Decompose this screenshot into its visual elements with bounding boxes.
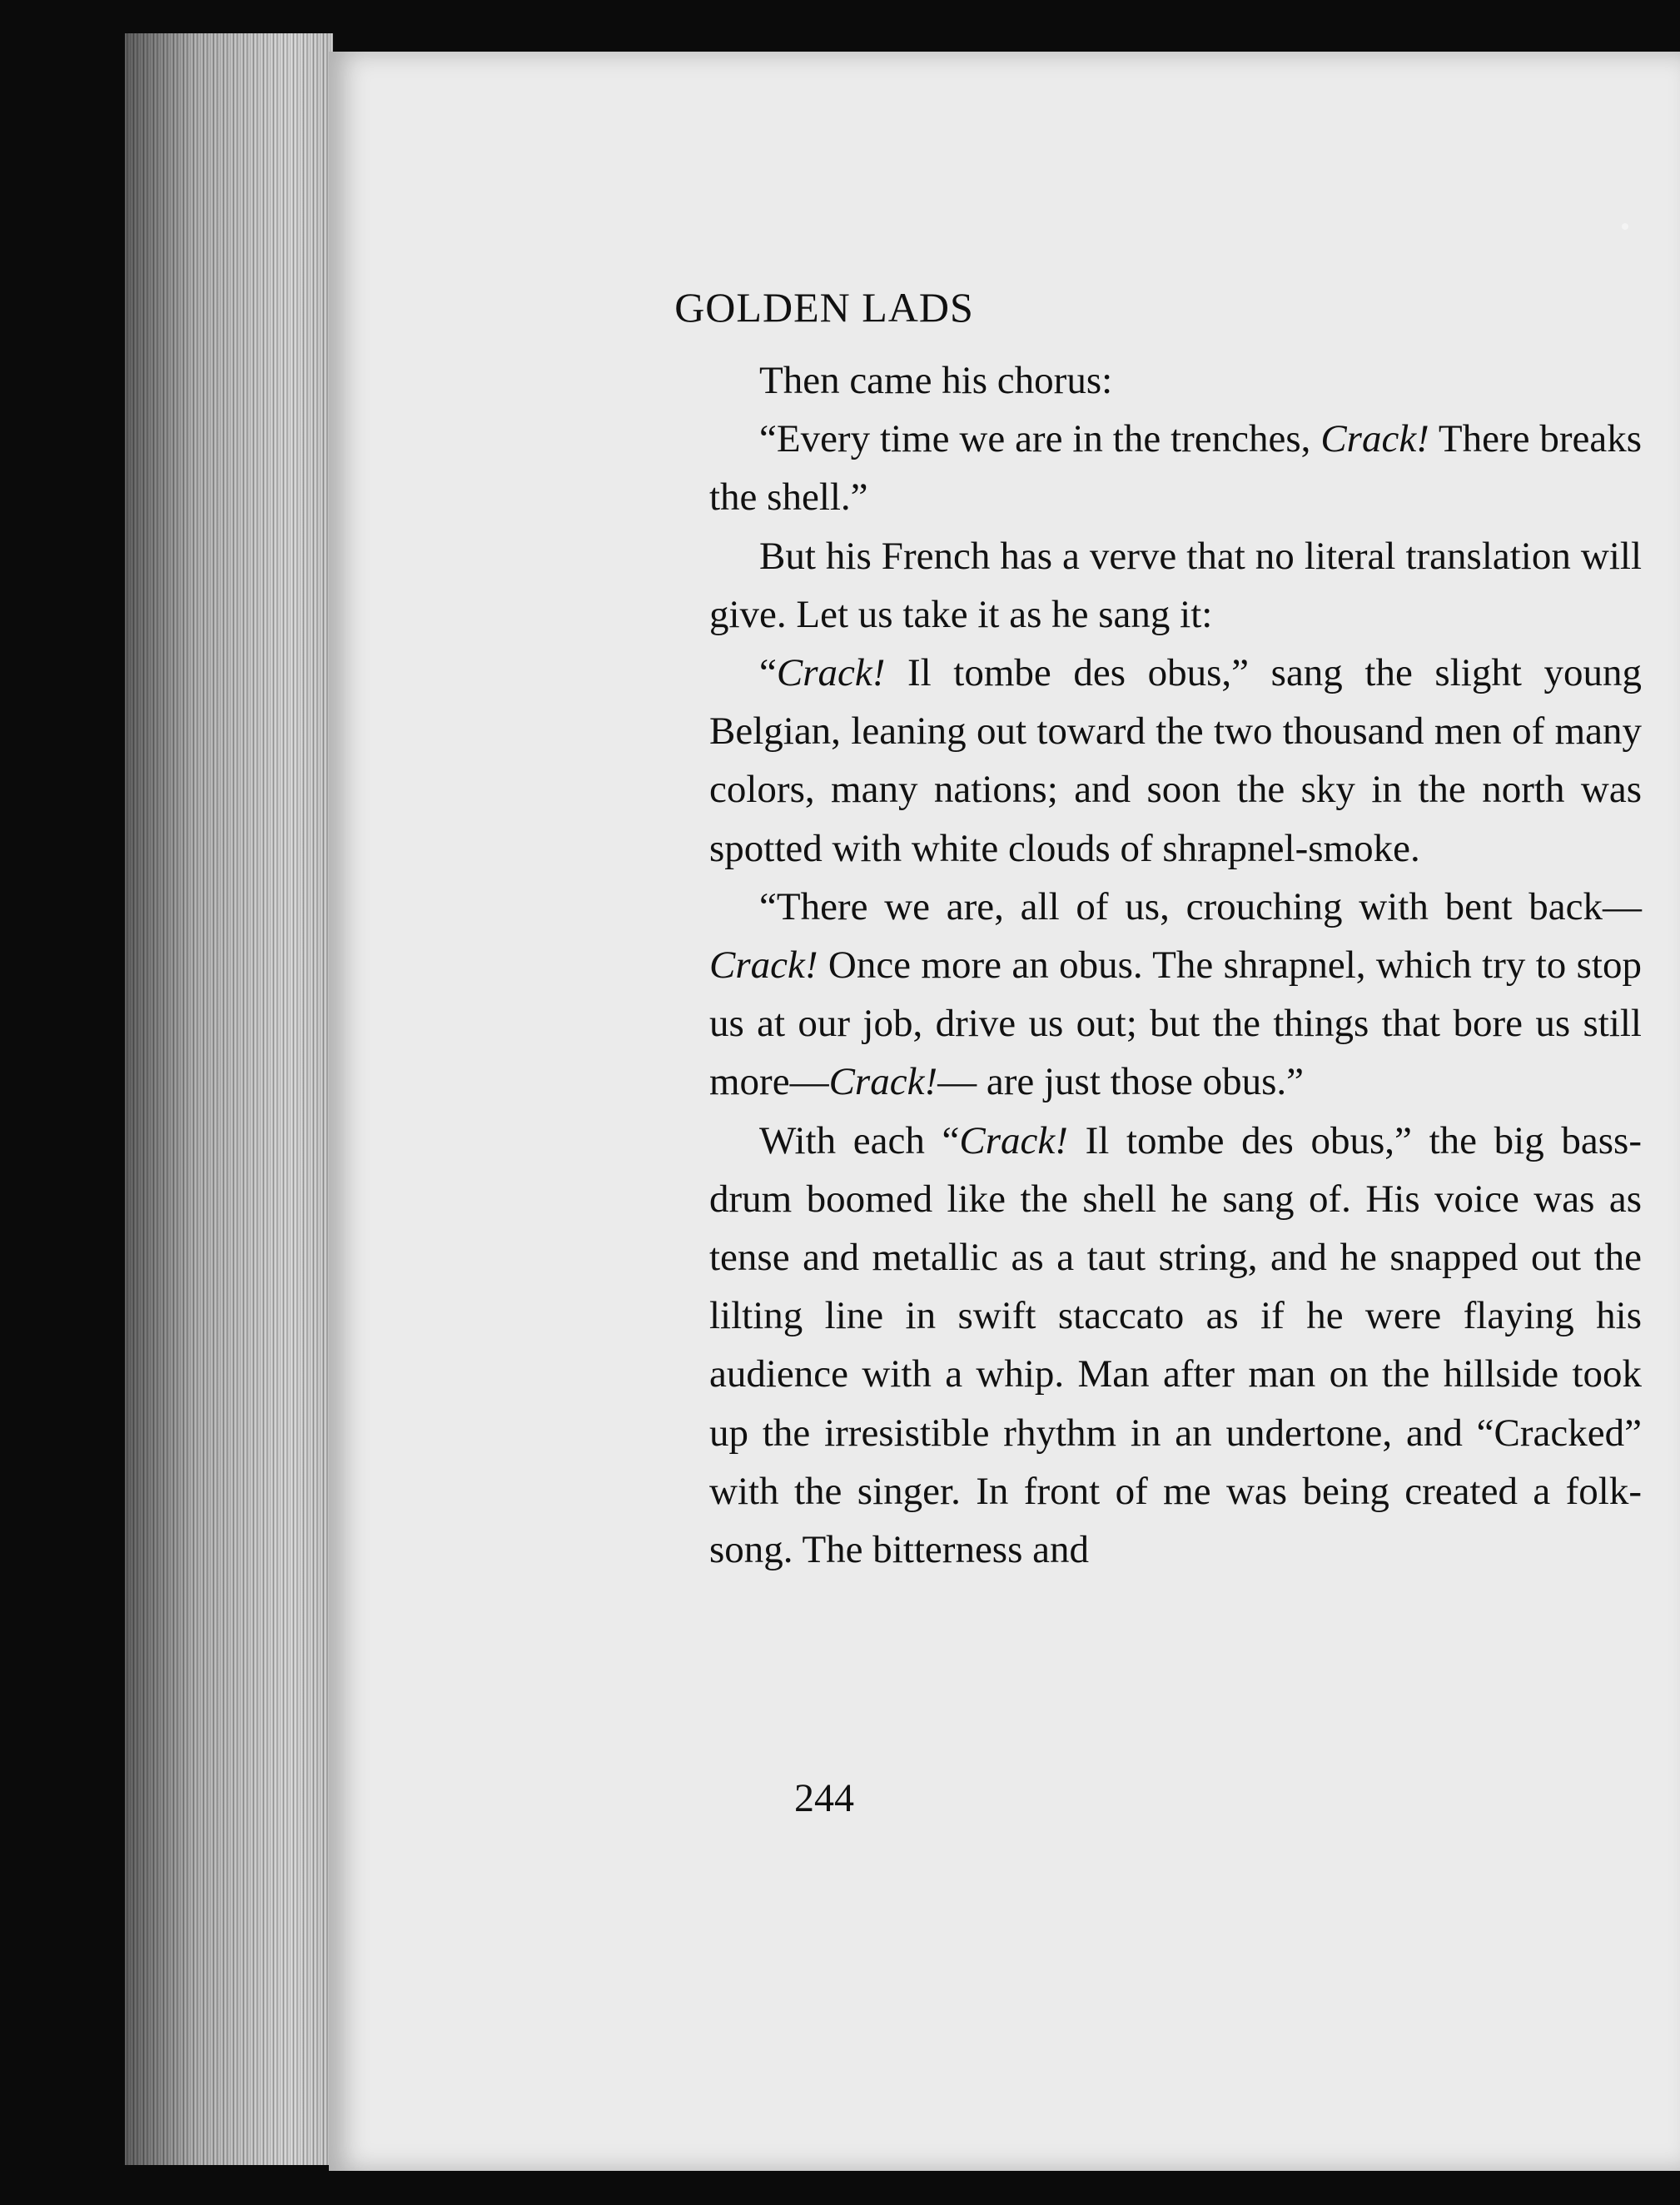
paragraph [709,527,1642,644]
text-run: Il tombe des obus,” the big bass-drum boomed like the shell he sang of. His voice was as tense and metallic as a taut string, and he snapped out the lilting line in swift staccato as if he were flaying his audience with a whip. Man after man on the hillside took up the irresistible rhythm in an undertone, and “Cracked” with the singer. In front of me was being created a folk-song. The bitterness and [709,1118,1642,1572]
text-run: With each “ [759,1118,960,1162]
text-run: “There we are, all of us, crouching with bent back— [759,884,1642,928]
text-run: Il tombe des obus,” sang the slight young Belgian, leaning out toward the two thousand men of many colors, many nations; and soon the sky in the north was spotted with white clouds of shrapnel-smoke. [709,651,1642,870]
body-text [709,351,1642,1579]
italic-text: Crack! [709,943,818,988]
book-page-edges [125,33,333,2165]
paragraph [709,1112,1642,1580]
dust-speck [1622,223,1628,230]
text-run: But his French has a verve that no literal translation will give. Let us take it as he sang it: [709,534,1642,636]
italic-text: Crack! [1320,417,1429,461]
paragraph [709,878,1642,1112]
paragraph [709,410,1642,526]
paragraph [709,644,1642,878]
text-run: Then came his chorus: [759,359,1113,402]
italic-text: Crack! [828,1060,938,1104]
running-head: GOLDEN LADS [674,284,974,331]
italic-text: Crack! [776,651,886,695]
text-run: There breaks the shell.” [709,417,1642,520]
text-run: “Every time we are in the trenches, [759,417,1321,461]
text-run: — are just those obus.” [937,1060,1304,1104]
page-number: 244 [794,1776,854,1820]
italic-text: Crack! [959,1118,1068,1162]
paragraph [709,351,1642,410]
text-run: “ [759,651,777,695]
text-run: Once more an obus. The shrapnel, which try to stop us at our job, drive us out; but the things that bore us still more— [709,943,1642,1104]
